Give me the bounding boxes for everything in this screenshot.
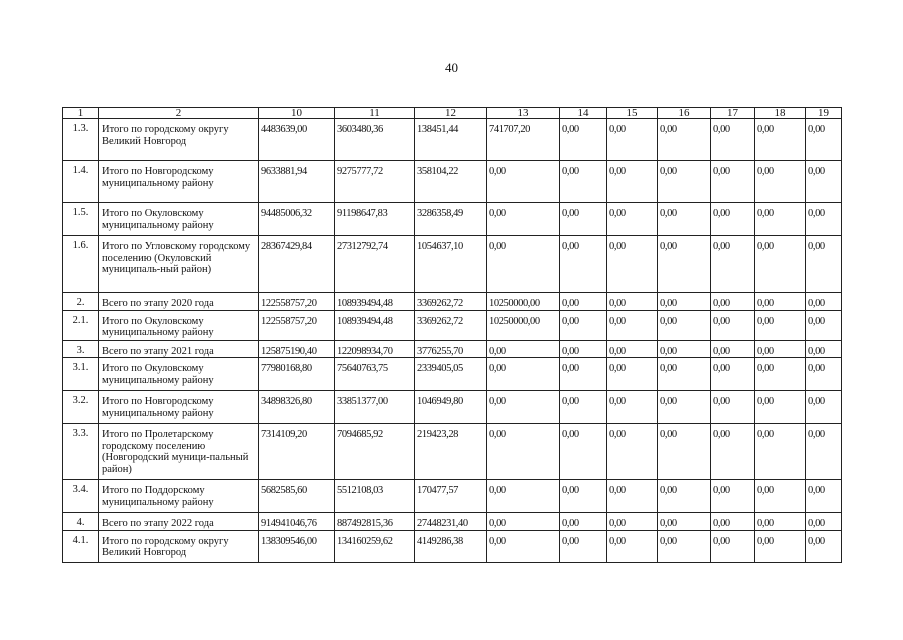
value-cell: 0,00	[806, 340, 842, 358]
table-row	[63, 293, 842, 311]
value-cell: 0,00	[755, 424, 806, 480]
value-cell: 0,00	[560, 293, 607, 311]
column-header: 17	[711, 108, 755, 119]
value-cell: 0,00	[658, 391, 711, 424]
value-cell: 122558757,20	[259, 293, 335, 311]
value-cell: 1054637,10	[415, 236, 487, 293]
row-number: 3.2.	[63, 391, 99, 424]
value-cell: 0,00	[658, 530, 711, 562]
row-name: Всего по этапу 2021 года	[99, 340, 259, 358]
value-cell: 33851377,00	[335, 391, 415, 424]
value-cell: 0,00	[607, 513, 658, 531]
value-cell: 0,00	[755, 358, 806, 391]
value-cell: 77980168,80	[259, 358, 335, 391]
column-header: 13	[487, 108, 560, 119]
value-cell: 0,00	[607, 203, 658, 236]
row-number: 4.	[63, 513, 99, 531]
value-cell: 0,00	[658, 513, 711, 531]
row-number: 1.5.	[63, 203, 99, 236]
value-cell: 0,00	[711, 391, 755, 424]
value-cell: 0,00	[560, 203, 607, 236]
value-cell: 134160259,62	[335, 530, 415, 562]
value-cell: 0,00	[658, 340, 711, 358]
value-cell: 0,00	[711, 161, 755, 203]
header-row	[63, 108, 842, 119]
row-number: 1.4.	[63, 161, 99, 203]
value-cell: 0,00	[755, 480, 806, 513]
value-cell: 0,00	[607, 480, 658, 513]
value-cell: 10250000,00	[487, 293, 560, 311]
row-number: 3.4.	[63, 480, 99, 513]
value-cell: 0,00	[806, 119, 842, 161]
value-cell: 0,00	[658, 161, 711, 203]
value-cell: 0,00	[560, 119, 607, 161]
row-number: 3.	[63, 340, 99, 358]
value-cell: 5682585,60	[259, 480, 335, 513]
value-cell: 122098934,70	[335, 340, 415, 358]
value-cell: 0,00	[711, 340, 755, 358]
value-cell: 10250000,00	[487, 310, 560, 340]
row-name: Всего по этапу 2022 года	[99, 513, 259, 531]
value-cell: 0,00	[711, 119, 755, 161]
row-name: Итого по Угловскому городскому поселению (Окуловский муниципаль-ный район)	[99, 236, 259, 293]
value-cell: 0,00	[487, 340, 560, 358]
value-cell: 0,00	[560, 161, 607, 203]
value-cell: 0,00	[607, 424, 658, 480]
value-cell: 741707,20	[487, 119, 560, 161]
value-cell: 0,00	[658, 358, 711, 391]
table-body	[63, 108, 842, 563]
value-cell: 0,00	[560, 358, 607, 391]
value-cell: 0,00	[560, 513, 607, 531]
row-number: 1.3.	[63, 119, 99, 161]
table-row	[63, 480, 842, 513]
value-cell: 0,00	[711, 236, 755, 293]
column-header: 16	[658, 108, 711, 119]
value-cell: 0,00	[711, 358, 755, 391]
column-header: 18	[755, 108, 806, 119]
column-header: 11	[335, 108, 415, 119]
value-cell: 0,00	[806, 161, 842, 203]
row-name: Итого по Окуловскому муниципальному району	[99, 203, 259, 236]
value-cell: 4149286,38	[415, 530, 487, 562]
value-cell: 0,00	[755, 391, 806, 424]
value-cell: 0,00	[487, 480, 560, 513]
column-header: 2	[99, 108, 259, 119]
value-cell: 0,00	[487, 203, 560, 236]
row-name: Итого по городскому округу Великий Новгород	[99, 530, 259, 562]
column-header: 1	[63, 108, 99, 119]
value-cell: 0,00	[607, 236, 658, 293]
value-cell: 887492815,36	[335, 513, 415, 531]
value-cell: 125875190,40	[259, 340, 335, 358]
value-cell: 0,00	[658, 203, 711, 236]
value-cell: 27312792,74	[335, 236, 415, 293]
value-cell: 7314109,20	[259, 424, 335, 480]
value-cell: 0,00	[711, 513, 755, 531]
row-number: 1.6.	[63, 236, 99, 293]
value-cell: 0,00	[607, 310, 658, 340]
column-header: 10	[259, 108, 335, 119]
budget-table	[62, 107, 842, 563]
table-row	[63, 530, 842, 562]
table-row	[63, 358, 842, 391]
value-cell: 108939494,48	[335, 310, 415, 340]
value-cell: 0,00	[711, 424, 755, 480]
row-name: Итого по Новгородскому муниципальному району	[99, 161, 259, 203]
value-cell: 0,00	[755, 513, 806, 531]
value-cell: 0,00	[806, 480, 842, 513]
value-cell: 7094685,92	[335, 424, 415, 480]
value-cell: 0,00	[755, 530, 806, 562]
row-number: 2.1.	[63, 310, 99, 340]
value-cell: 0,00	[560, 340, 607, 358]
value-cell: 0,00	[560, 480, 607, 513]
value-cell: 122558757,20	[259, 310, 335, 340]
value-cell: 2339405,05	[415, 358, 487, 391]
value-cell: 0,00	[755, 310, 806, 340]
value-cell: 0,00	[607, 391, 658, 424]
value-cell: 0,00	[487, 236, 560, 293]
value-cell: 0,00	[806, 236, 842, 293]
value-cell: 0,00	[806, 293, 842, 311]
value-cell: 0,00	[658, 119, 711, 161]
column-header: 19	[806, 108, 842, 119]
value-cell: 3603480,36	[335, 119, 415, 161]
value-cell: 0,00	[806, 203, 842, 236]
column-header: 14	[560, 108, 607, 119]
value-cell: 34898326,80	[259, 391, 335, 424]
value-cell: 0,00	[755, 203, 806, 236]
row-number: 3.1.	[63, 358, 99, 391]
value-cell: 0,00	[607, 293, 658, 311]
value-cell: 0,00	[560, 236, 607, 293]
value-cell: 0,00	[658, 424, 711, 480]
value-cell: 0,00	[658, 480, 711, 513]
value-cell: 0,00	[607, 530, 658, 562]
value-cell: 0,00	[487, 424, 560, 480]
row-name: Итого по Окуловскому муниципальному району	[99, 310, 259, 340]
value-cell: 0,00	[806, 310, 842, 340]
value-cell: 3369262,72	[415, 293, 487, 311]
value-cell: 3776255,70	[415, 340, 487, 358]
table-row	[63, 340, 842, 358]
value-cell: 0,00	[560, 310, 607, 340]
page-number: 40	[445, 60, 458, 75]
value-cell: 0,00	[711, 203, 755, 236]
value-cell: 0,00	[658, 310, 711, 340]
value-cell: 0,00	[711, 530, 755, 562]
value-cell: 0,00	[711, 480, 755, 513]
value-cell: 94485006,32	[259, 203, 335, 236]
value-cell: 138309546,00	[259, 530, 335, 562]
column-header: 12	[415, 108, 487, 119]
value-cell: 27448231,40	[415, 513, 487, 531]
value-cell: 914941046,76	[259, 513, 335, 531]
value-cell: 170477,57	[415, 480, 487, 513]
value-cell: 28367429,84	[259, 236, 335, 293]
value-cell: 0,00	[560, 391, 607, 424]
value-cell: 1046949,80	[415, 391, 487, 424]
value-cell: 91198647,83	[335, 203, 415, 236]
column-header: 15	[607, 108, 658, 119]
table-row	[63, 310, 842, 340]
row-name: Всего по этапу 2020 года	[99, 293, 259, 311]
value-cell: 5512108,03	[335, 480, 415, 513]
value-cell: 0,00	[806, 358, 842, 391]
row-name: Итого по Поддорскому муниципальному району	[99, 480, 259, 513]
value-cell: 0,00	[487, 161, 560, 203]
table-row	[63, 391, 842, 424]
value-cell: 0,00	[806, 391, 842, 424]
value-cell: 0,00	[487, 358, 560, 391]
value-cell: 0,00	[711, 310, 755, 340]
value-cell: 0,00	[658, 293, 711, 311]
value-cell: 0,00	[755, 293, 806, 311]
row-number: 4.1.	[63, 530, 99, 562]
value-cell: 0,00	[806, 513, 842, 531]
value-cell: 0,00	[607, 358, 658, 391]
value-cell: 9633881,94	[259, 161, 335, 203]
value-cell: 0,00	[755, 161, 806, 203]
value-cell: 219423,28	[415, 424, 487, 480]
value-cell: 0,00	[487, 530, 560, 562]
value-cell: 0,00	[560, 530, 607, 562]
row-number: 2.	[63, 293, 99, 311]
row-number: 3.3.	[63, 424, 99, 480]
value-cell: 0,00	[607, 161, 658, 203]
value-cell: 0,00	[487, 391, 560, 424]
value-cell: 0,00	[607, 340, 658, 358]
value-cell: 75640763,75	[335, 358, 415, 391]
value-cell: 3286358,49	[415, 203, 487, 236]
value-cell: 0,00	[560, 424, 607, 480]
table-row	[63, 203, 842, 236]
value-cell: 0,00	[658, 236, 711, 293]
value-cell: 0,00	[755, 236, 806, 293]
value-cell: 358104,22	[415, 161, 487, 203]
value-cell: 108939494,48	[335, 293, 415, 311]
row-name: Итого по Новгородскому муниципальному району	[99, 391, 259, 424]
value-cell: 0,00	[711, 293, 755, 311]
row-name: Итого по Окуловскому муниципальному району	[99, 358, 259, 391]
table-row	[63, 161, 842, 203]
value-cell: 0,00	[806, 530, 842, 562]
value-cell: 0,00	[806, 424, 842, 480]
value-cell: 0,00	[755, 340, 806, 358]
row-name: Итого по Пролетарскому городскому поселению (Новгородский муници-пальный район)	[99, 424, 259, 480]
value-cell: 9275777,72	[335, 161, 415, 203]
value-cell: 138451,44	[415, 119, 487, 161]
value-cell: 3369262,72	[415, 310, 487, 340]
value-cell: 4483639,00	[259, 119, 335, 161]
table-row	[63, 424, 842, 480]
table-row	[63, 119, 842, 161]
table-row	[63, 236, 842, 293]
table-row	[63, 513, 842, 531]
value-cell: 0,00	[487, 513, 560, 531]
row-name: Итого по городскому округу Великий Новгород	[99, 119, 259, 161]
value-cell: 0,00	[755, 119, 806, 161]
value-cell: 0,00	[607, 119, 658, 161]
